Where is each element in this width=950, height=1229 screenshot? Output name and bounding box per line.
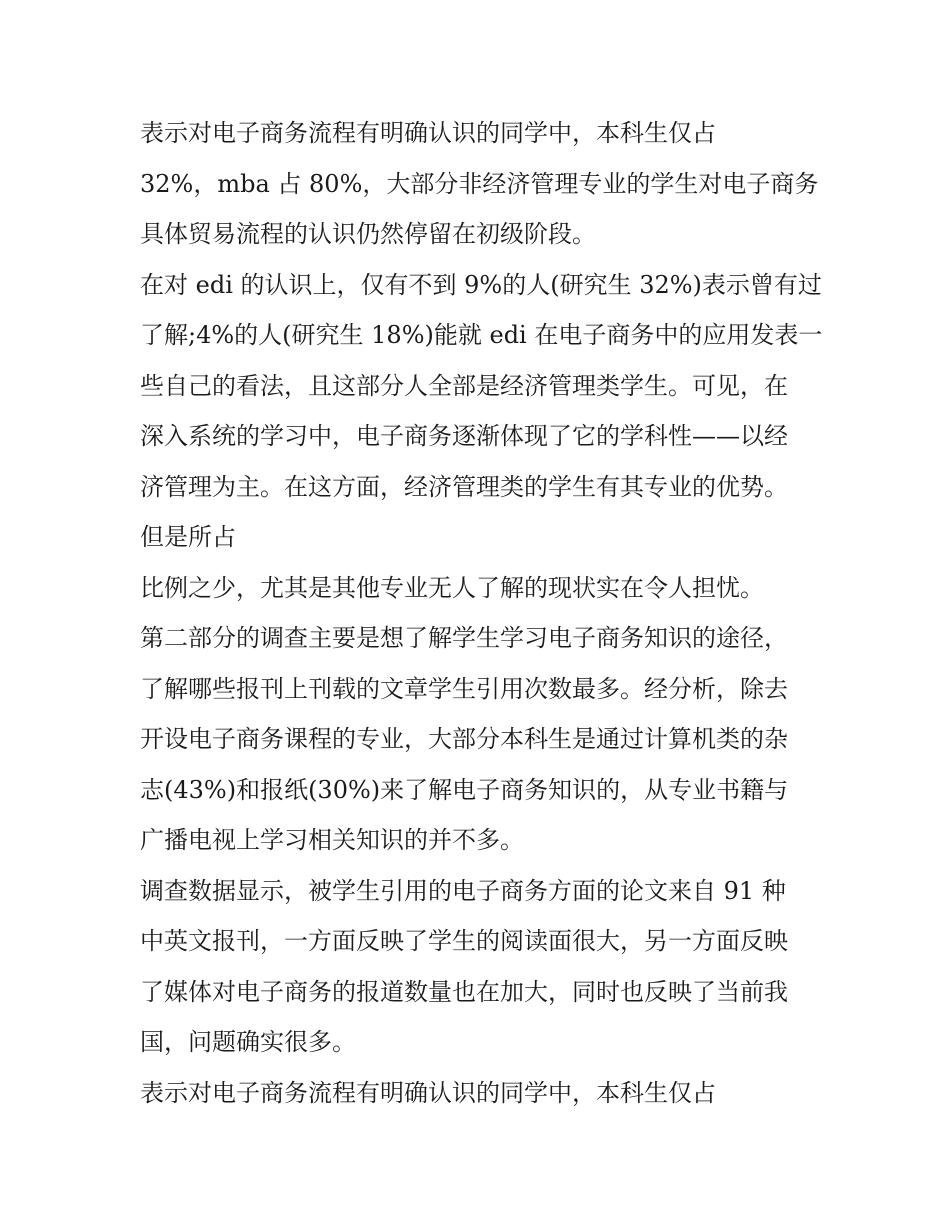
text-line: 了解哪些报刊上刊载的文章学生引用次数最多。经分析，除去 [140,674,788,703]
text-line: 些自己的看法，且这部分人全部是经济管理类学生。可见，在 [140,371,788,400]
text-line: 在对 edi 的认识上，仅有不到 9%的人(研究生 32%)表示曾有过 [140,270,822,299]
text-line: 32%，mba 占 80%，大部分非经济管理专业的学生对电子商务 [140,169,819,198]
text-line: 但是所占 [140,523,236,551]
text-line: 具体贸易流程的认识仍然停留在初级阶段。 [140,220,596,248]
text-line: 广播电视上学习相关知识的并不多。 [140,826,524,854]
text-line: 了解;4%的人(研究生 18%)能就 edi 在电子商务中的应用发表一 [140,321,823,349]
text-line: 调查数据显示，被学生引用的电子商务方面的论文来自 91 种 [140,876,786,905]
text-line: 表示对电子商务流程有明确认识的同学中，本科生仅占 [140,119,716,147]
text-line: 深入系统的学习中，电子商务逐渐体现了它的学科性——以经 [140,422,788,450]
text-line: 表示对电子商务流程有明确认识的同学中，本科生仅占 [140,1078,716,1107]
text-line: 国，问题确实很多。 [140,1028,356,1056]
text-line: 中英文报刊，一方面反映了学生的阅读面很大，另一方面反映 [140,927,788,955]
text-line: 比例之少，尤其是其他专业无人了解的现状实在令人担忧。 [140,573,764,602]
text-line: 志(43%)和报纸(30%)来了解电子商务知识的，从专业书籍与 [140,775,789,804]
text-line: 开设电子商务课程的专业，大部分本科生是通过计算机类的杂 [140,725,788,753]
document-body [140,108,823,1118]
text-line: 第二部分的调查主要是想了解学生学习电子商务知识的途径， [140,624,788,652]
text-line: 济管理为主。在这方面，经济管理类的学生有其专业的优势。 [140,472,788,501]
text-line: 了媒体对电子商务的报道数量也在加大，同时也反映了当前我 [140,977,788,1006]
